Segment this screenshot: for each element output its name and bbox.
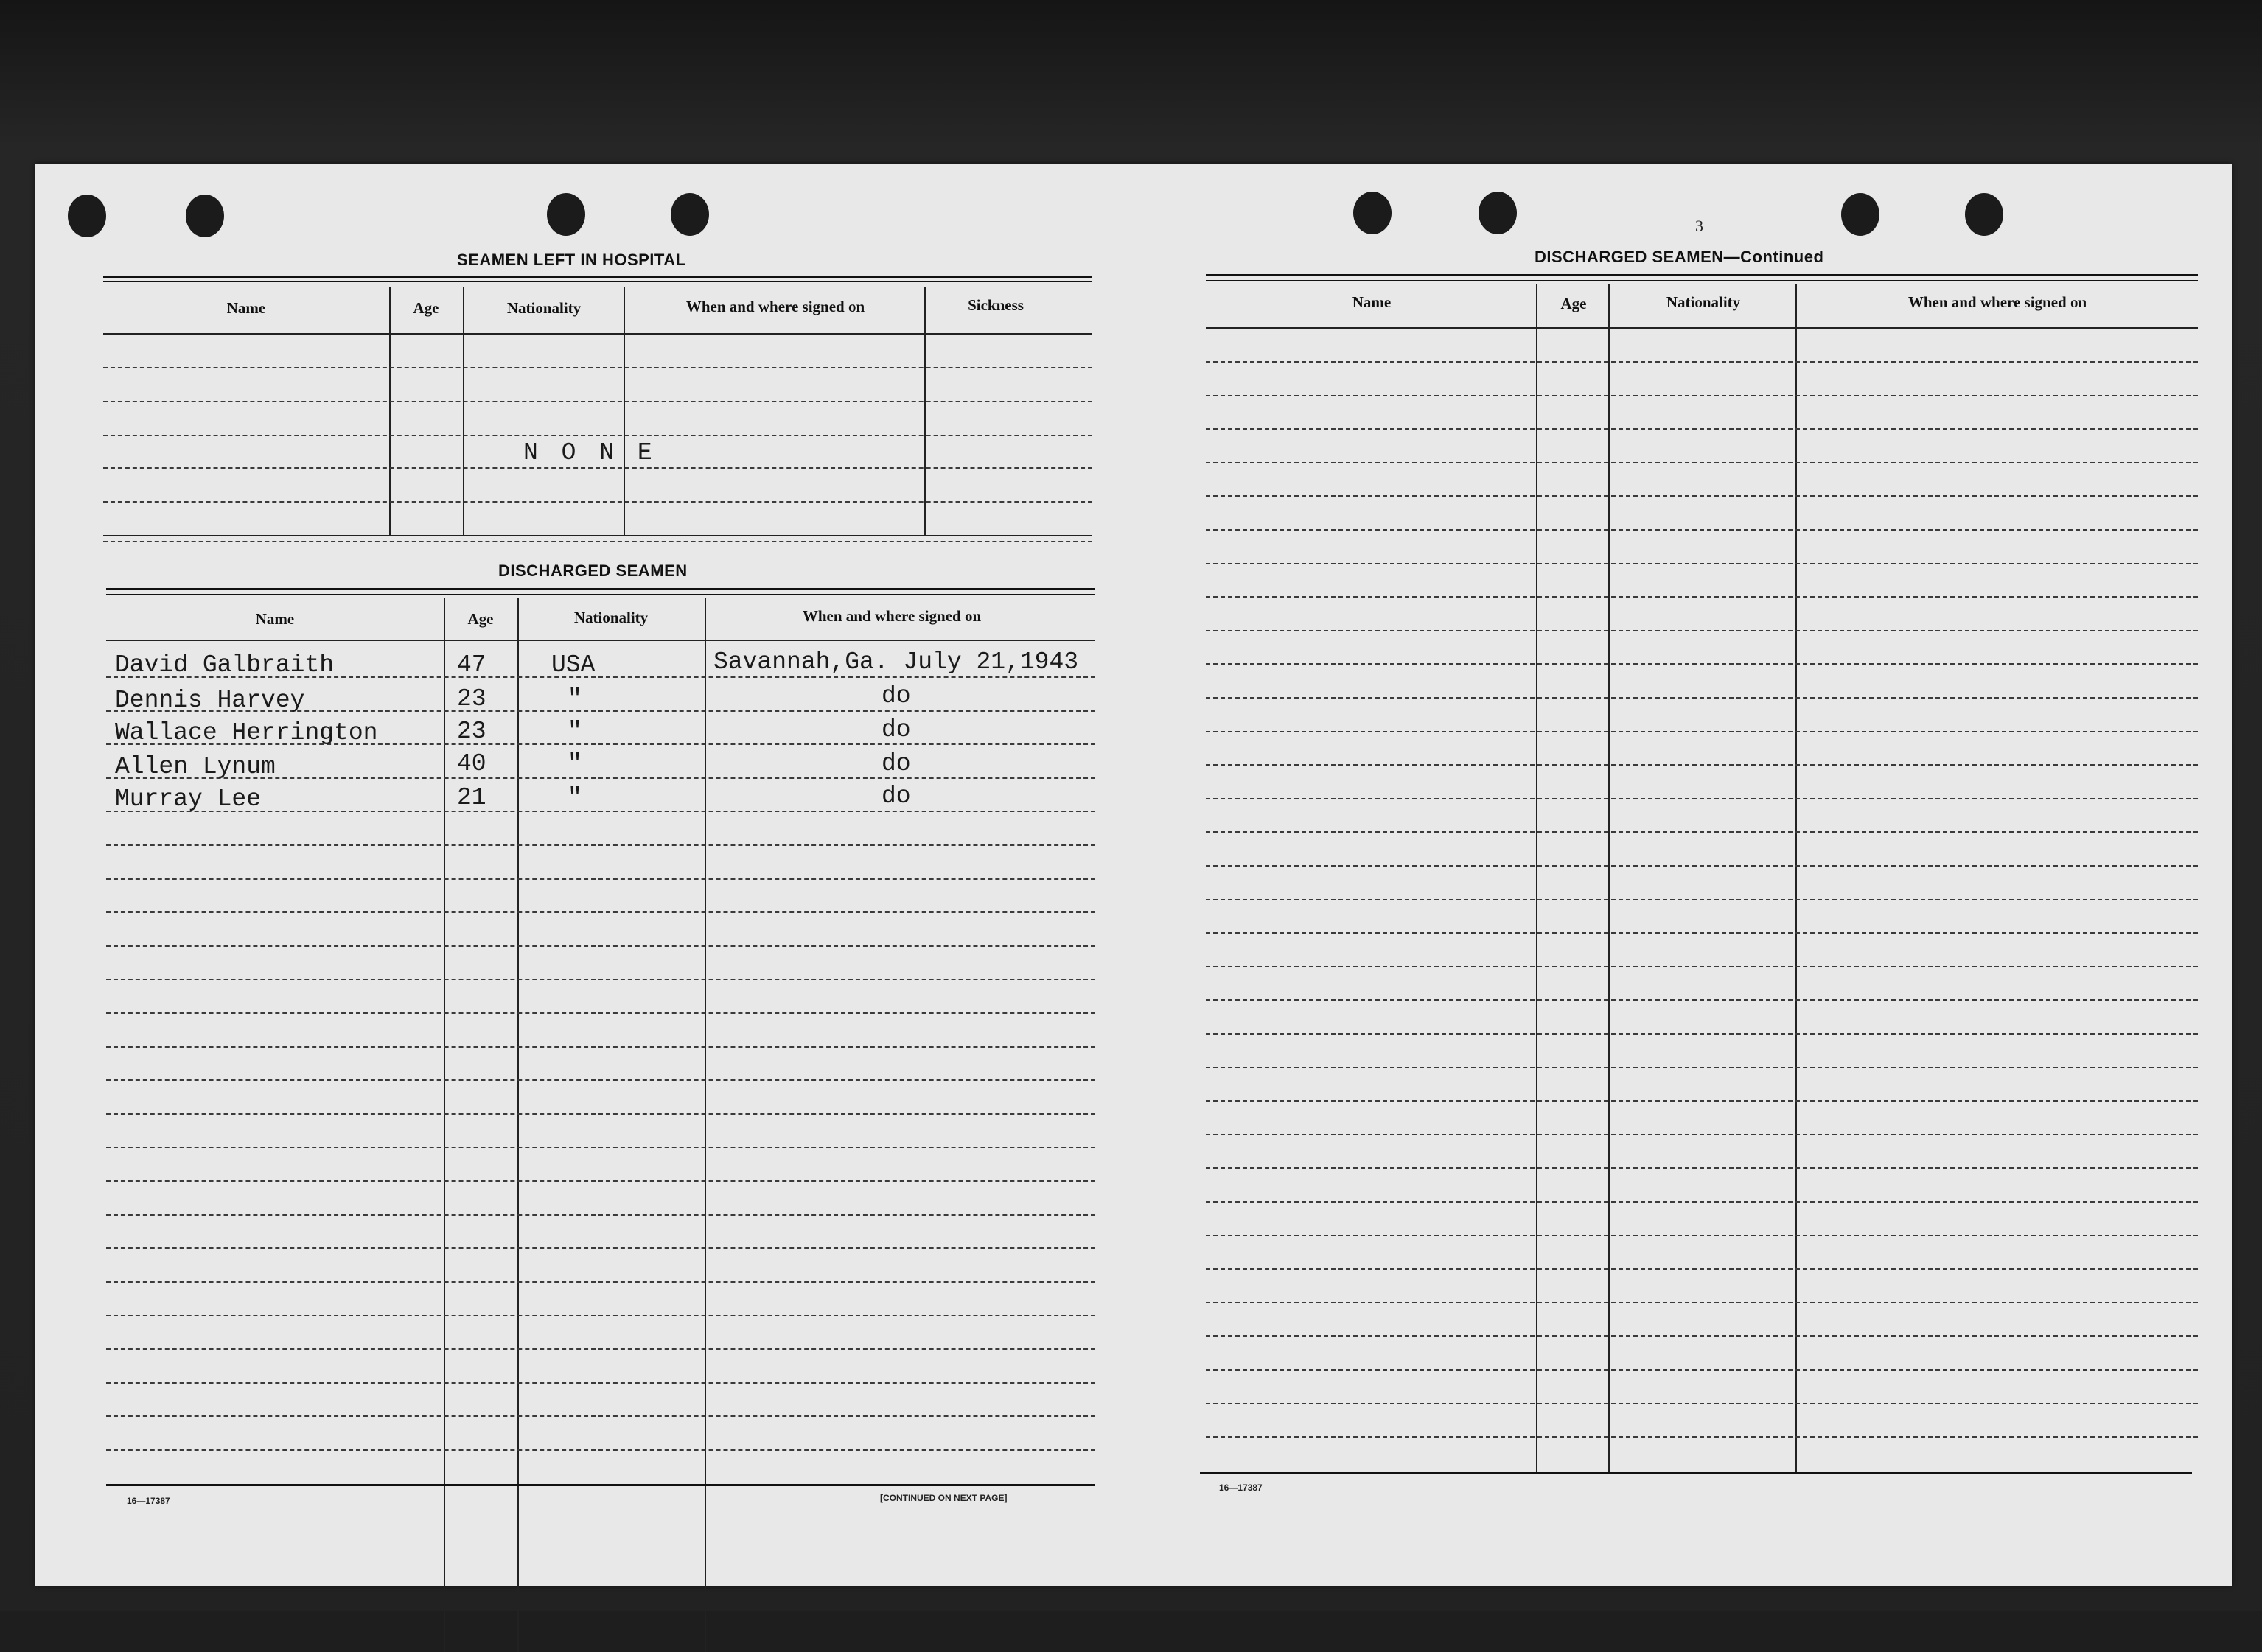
row-line <box>1206 462 2198 463</box>
right-col-name: Name <box>1352 293 1392 311</box>
seaman-age: 21 <box>457 784 486 811</box>
right-col-nationality: Nationality <box>1666 293 1741 311</box>
row-line <box>1206 1167 2198 1169</box>
row-line <box>1206 1403 2198 1404</box>
row-line <box>106 1180 1095 1182</box>
row-line <box>106 1415 1095 1417</box>
row-line <box>1206 999 2198 1001</box>
hospital-header-rule <box>103 333 1092 335</box>
row-line <box>1206 495 2198 497</box>
seaman-nationality: " <box>568 685 582 713</box>
row-line <box>1206 831 2198 833</box>
hospital-col-signed-on: When and where signed on <box>685 298 865 315</box>
row-line <box>1206 731 2198 732</box>
seaman-age: 47 <box>457 651 486 679</box>
row-line <box>106 844 1095 846</box>
row-line <box>1206 1268 2198 1270</box>
discharged-col-nationality: Nationality <box>573 609 649 626</box>
hospital-row-line <box>103 367 1092 368</box>
hospital-row-line <box>103 435 1092 436</box>
row-line <box>1206 630 2198 631</box>
seaman-name: Wallace Herrington <box>115 719 378 746</box>
right-header-rule <box>1206 327 2198 329</box>
row-line <box>1206 1067 2198 1068</box>
row-line <box>1206 697 2198 699</box>
hospital-bottom-rule <box>103 535 1092 536</box>
discharged-col-divider <box>444 598 445 1652</box>
seaman-name: Murray Lee <box>115 785 262 813</box>
discharged-col-name: Name <box>255 610 295 628</box>
row-line <box>106 1315 1095 1316</box>
hospital-col-age: Age <box>413 299 439 317</box>
seaman-name: Dennis Harvey <box>115 687 305 714</box>
row-line <box>1206 529 2198 531</box>
discharged-section-title: DISCHARGED SEAMEN <box>498 561 688 580</box>
seaman-nationality: " <box>568 718 582 745</box>
punch-hole <box>1965 193 2003 236</box>
hospital-col-divider <box>624 287 625 536</box>
right-col-signed-on: When and where signed on <box>1907 293 2087 311</box>
row-line <box>1206 395 2198 396</box>
seaman-age: 40 <box>457 750 486 777</box>
seaman-signed-on: do <box>882 750 911 777</box>
discharged-col-divider <box>705 598 706 1652</box>
hospital-none-entry: N O N E <box>523 439 657 466</box>
row-line <box>1206 428 2198 430</box>
continued-note: [CONTINUED ON NEXT PAGE] <box>880 1493 1008 1503</box>
row-line <box>1206 1302 2198 1303</box>
seaman-nationality: " <box>568 750 582 777</box>
row-line <box>106 1113 1095 1115</box>
row-line <box>106 1012 1095 1014</box>
row-line <box>1206 899 2198 900</box>
discharged-top-rule <box>106 588 1095 590</box>
punch-hole <box>671 193 709 236</box>
row-line <box>106 1281 1095 1283</box>
discharged-col-signed-on: When and where signed on <box>802 607 982 625</box>
row-line <box>1206 1369 2198 1371</box>
continued-section-title: DISCHARGED SEAMEN—Continued <box>1535 248 1824 266</box>
row-line <box>1206 596 2198 598</box>
punch-hole <box>68 195 106 237</box>
discharged-bottom-rule <box>106 1484 1095 1486</box>
punch-hole <box>186 195 224 237</box>
row-line <box>106 878 1095 880</box>
row-line <box>1206 932 2198 934</box>
hospital-col-divider <box>463 287 464 536</box>
row-line <box>1206 1100 2198 1102</box>
seaman-signed-on: Savannah,Ga. July 21,1943 <box>713 648 1079 676</box>
hospital-col-sickness: Sickness <box>968 296 1024 314</box>
row-line <box>106 945 1095 947</box>
row-line <box>106 1449 1095 1451</box>
row-line <box>1206 966 2198 967</box>
page-number: 3 <box>1695 217 1703 235</box>
right-form-number: 16—17387 <box>1219 1483 1263 1493</box>
row-line <box>1206 1134 2198 1135</box>
row-line <box>1206 1033 2198 1035</box>
right-col-age: Age <box>1560 295 1587 312</box>
seaman-nationality: USA <box>551 651 596 679</box>
right-bottom-rule <box>1200 1472 2192 1474</box>
hospital-top-rule <box>103 276 1092 278</box>
row-line <box>106 1382 1095 1384</box>
hospital-col-divider <box>924 287 926 536</box>
hospital-col-nationality: Nationality <box>506 299 582 317</box>
seaman-signed-on: do <box>882 783 911 810</box>
right-top-rule <box>1206 274 2198 276</box>
discharged-header-rule <box>106 640 1095 641</box>
discharged-col-divider <box>517 598 519 1652</box>
row-line <box>1206 764 2198 766</box>
punch-hole <box>547 193 585 236</box>
row-line <box>1206 798 2198 799</box>
hospital-section-title: SEAMEN LEFT IN HOSPITAL <box>457 251 686 269</box>
row-line <box>106 1147 1095 1148</box>
row-line <box>106 1214 1095 1216</box>
row-line <box>1206 1436 2198 1438</box>
hospital-row-line <box>103 501 1092 503</box>
hospital-bottom-rule-dashed <box>103 541 1092 542</box>
row-line <box>1206 563 2198 564</box>
row-line <box>106 1046 1095 1048</box>
seaman-nationality: " <box>568 784 582 811</box>
seaman-name: David Galbraith <box>115 651 335 679</box>
hospital-row-line <box>103 467 1092 469</box>
form-sheet <box>35 164 2232 1586</box>
discharged-col-age: Age <box>467 610 494 628</box>
seaman-age: 23 <box>457 685 486 713</box>
row-line <box>1206 361 2198 363</box>
punch-hole <box>1353 192 1392 234</box>
row-line <box>106 979 1095 980</box>
hospital-col-divider <box>389 287 391 536</box>
row-line <box>1206 1201 2198 1203</box>
row-line <box>1206 663 2198 665</box>
seaman-name: Allen Lynum <box>115 753 276 780</box>
punch-hole <box>1479 192 1517 234</box>
seaman-signed-on: do <box>882 716 911 743</box>
row-line <box>1206 1235 2198 1236</box>
punch-hole <box>1841 193 1879 236</box>
row-line <box>1206 1335 2198 1337</box>
row-line <box>106 1348 1095 1350</box>
seaman-signed-on: do <box>882 682 911 710</box>
right-top-rule-thin <box>1206 280 2198 281</box>
form-number: 16—17387 <box>127 1496 170 1506</box>
row-line <box>106 1247 1095 1249</box>
hospital-col-name: Name <box>226 299 266 317</box>
discharged-top-rule-thin <box>106 594 1095 595</box>
row-line <box>1206 865 2198 867</box>
seaman-age: 23 <box>457 718 486 745</box>
row-line <box>106 1079 1095 1081</box>
hospital-top-rule-thin <box>103 281 1092 282</box>
row-line <box>106 911 1095 913</box>
hospital-row-line <box>103 401 1092 402</box>
